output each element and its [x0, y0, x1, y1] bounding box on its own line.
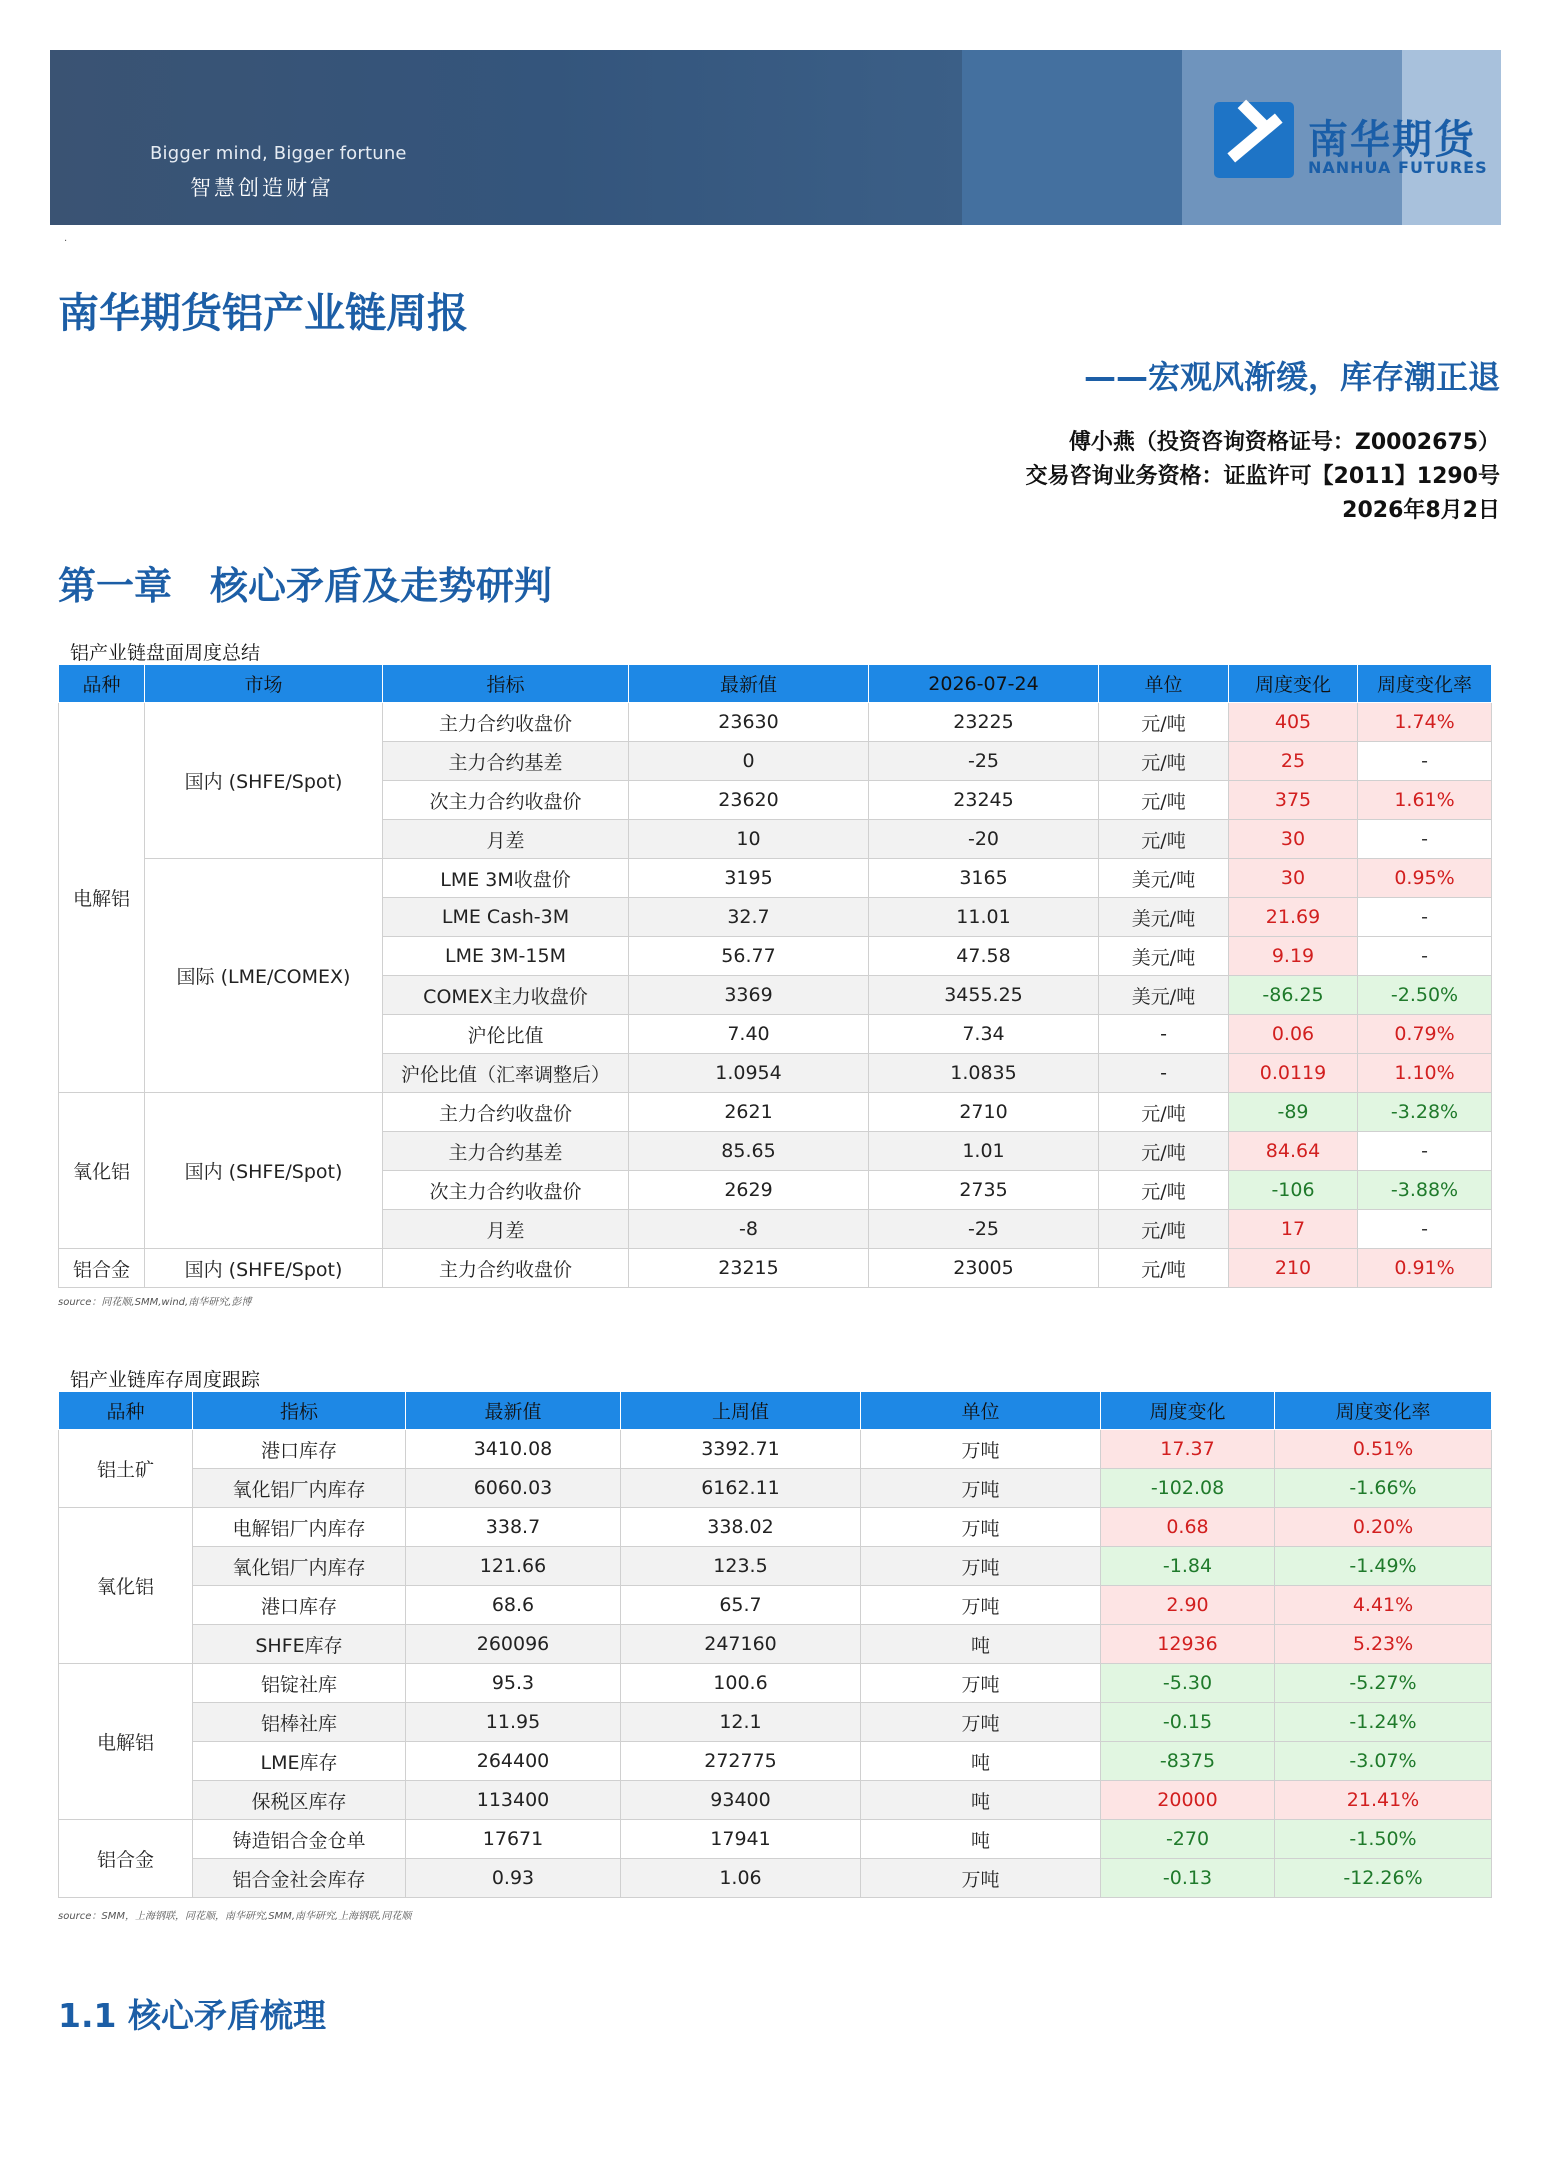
report-date: 2026年8月2日 [1342, 498, 1500, 523]
weekly-change-cell: 375 [1229, 781, 1358, 820]
author-line: 傅小燕（投资咨询资格证号：Z0002675） [1068, 430, 1500, 455]
indicator-cell: 主力合约收盘价 [383, 703, 629, 742]
weekly-change-rate-cell: - [1358, 820, 1492, 859]
unit-cell: 万吨 [861, 1430, 1101, 1469]
latest-value-cell: 2629 [629, 1171, 869, 1210]
previous-value-cell: 11.01 [869, 898, 1099, 937]
weekly-change-rate-cell: -1.50% [1275, 1820, 1492, 1859]
indicator-cell: 沪伦比值（汇率调整后） [383, 1054, 629, 1093]
table2-source: source：SMM，上海钢联，同花顺，南华研究,SMM,南华研究,上海钢联,同花顺 [58, 1911, 412, 1922]
indicator-cell: LME 3M-15M [383, 937, 629, 976]
weekly-change-rate-cell: 21.41% [1275, 1781, 1492, 1820]
column-header: 单位 [1099, 665, 1229, 703]
weekly-change-cell: 2.90 [1101, 1586, 1275, 1625]
table-row [59, 1469, 1492, 1508]
indicator-cell: 铝棒社库 [193, 1703, 406, 1742]
indicator-cell: 沪伦比值 [383, 1015, 629, 1054]
indicator-cell: 次主力合约收盘价 [383, 1171, 629, 1210]
weekly-change-rate-cell: - [1358, 1210, 1492, 1249]
weekly-change-rate-cell: 1.61% [1358, 781, 1492, 820]
table-row [59, 1820, 1492, 1859]
column-header: 最新值 [406, 1392, 621, 1430]
weekly-change-cell: -89 [1229, 1093, 1358, 1132]
previous-value-cell: 23005 [869, 1249, 1099, 1288]
previous-value-cell: -25 [869, 742, 1099, 781]
weekly-change-cell: 12936 [1101, 1625, 1275, 1664]
unit-cell: 美元/吨 [1099, 859, 1229, 898]
latest-value-cell: 121.66 [406, 1547, 621, 1586]
weekly-change-cell: 25 [1229, 742, 1358, 781]
column-header: 单位 [861, 1392, 1101, 1430]
previous-value-cell: 7.34 [869, 1015, 1099, 1054]
weekly-change-rate-cell: 0.95% [1358, 859, 1492, 898]
column-header: 市场 [145, 665, 383, 703]
unit-cell: 元/吨 [1099, 1210, 1229, 1249]
weekly-change-cell: 84.64 [1229, 1132, 1358, 1171]
latest-value-cell: 23215 [629, 1249, 869, 1288]
latest-value-cell: 113400 [406, 1781, 621, 1820]
table-row [59, 1703, 1492, 1742]
previous-value-cell: 3392.71 [621, 1430, 861, 1469]
previous-value-cell: 338.02 [621, 1508, 861, 1547]
column-header: 品种 [59, 1392, 193, 1430]
column-header: 周度变化率 [1275, 1392, 1492, 1430]
latest-value-cell: 264400 [406, 1742, 621, 1781]
latest-value-cell: 95.3 [406, 1664, 621, 1703]
header-banner [50, 50, 1501, 225]
unit-cell: 万吨 [861, 1508, 1101, 1547]
weekly-change-cell: 17.37 [1101, 1430, 1275, 1469]
latest-value-cell: 2621 [629, 1093, 869, 1132]
previous-value-cell: 17941 [621, 1820, 861, 1859]
weekly-change-rate-cell: - [1358, 1132, 1492, 1171]
weekly-change-rate-cell: - [1358, 937, 1492, 976]
weekly-change-rate-cell: 1.74% [1358, 703, 1492, 742]
weekly-change-rate-cell: 1.10% [1358, 1054, 1492, 1093]
column-header: 周度变化 [1101, 1392, 1275, 1430]
report-title: 南华期货铝产业链周报 [58, 289, 468, 337]
previous-value-cell: 6162.11 [621, 1469, 861, 1508]
unit-cell: 吨 [861, 1781, 1101, 1820]
weekly-change-rate-cell: 4.41% [1275, 1586, 1492, 1625]
indicator-cell: LME库存 [193, 1742, 406, 1781]
latest-value-cell: 260096 [406, 1625, 621, 1664]
previous-value-cell: 2710 [869, 1093, 1099, 1132]
previous-value-cell: 3165 [869, 859, 1099, 898]
indicator-cell: 氧化铝厂内库存 [193, 1469, 406, 1508]
unit-cell: 美元/吨 [1099, 898, 1229, 937]
latest-value-cell: 23630 [629, 703, 869, 742]
table-row [59, 1249, 1492, 1288]
weekly-change-rate-cell: 0.20% [1275, 1508, 1492, 1547]
weekly-change-cell: -0.15 [1101, 1703, 1275, 1742]
indicator-cell: 主力合约基差 [383, 1132, 629, 1171]
weekly-change-rate-cell: -1.66% [1275, 1469, 1492, 1508]
table1-caption: 铝产业链盘面周度总结 [70, 642, 261, 664]
previous-value-cell: 1.06 [621, 1859, 861, 1898]
indicator-cell: 氧化铝厂内库存 [193, 1547, 406, 1586]
weekly-change-rate-cell: -3.07% [1275, 1742, 1492, 1781]
latest-value-cell: 11.95 [406, 1703, 621, 1742]
column-header: 2026-07-24 [869, 665, 1099, 703]
license-line: 交易咨询业务资格：证监许可【2011】1290号 [1025, 464, 1500, 489]
weekly-change-cell: -270 [1101, 1820, 1275, 1859]
weekly-change-rate-cell: 5.23% [1275, 1625, 1492, 1664]
market-cell: 国际 (LME/COMEX) [145, 859, 383, 1093]
table-row [59, 1625, 1492, 1664]
weekly-change-cell: -106 [1229, 1171, 1358, 1210]
latest-value-cell: 3369 [629, 976, 869, 1015]
weekly-change-rate-cell: - [1358, 742, 1492, 781]
weekly-change-cell: 30 [1229, 859, 1358, 898]
chapter-title: 第一章 核心矛盾及走势研判 [58, 564, 553, 608]
bullet-dot: · [64, 236, 68, 247]
product-cell: 铝合金 [59, 1820, 193, 1898]
slogan-chinese: 智慧创造财富 [190, 176, 334, 200]
weekly-change-rate-cell: - [1358, 898, 1492, 937]
latest-value-cell: 0.93 [406, 1859, 621, 1898]
previous-value-cell: -25 [869, 1210, 1099, 1249]
section-title: 1.1 核心矛盾梳理 [58, 1996, 326, 2035]
unit-cell: 元/吨 [1099, 1132, 1229, 1171]
column-header: 品种 [59, 665, 145, 703]
market-cell: 国内 (SHFE/Spot) [145, 1249, 383, 1288]
unit-cell: 元/吨 [1099, 742, 1229, 781]
unit-cell: 元/吨 [1099, 1171, 1229, 1210]
table-row [59, 1742, 1492, 1781]
previous-value-cell: 100.6 [621, 1664, 861, 1703]
weekly-change-rate-cell: -3.28% [1358, 1093, 1492, 1132]
indicator-cell: 铝合金社会库存 [193, 1859, 406, 1898]
weekly-change-rate-cell: -2.50% [1358, 976, 1492, 1015]
unit-cell: 万吨 [861, 1859, 1101, 1898]
unit-cell: 元/吨 [1099, 781, 1229, 820]
report-subtitle: ——宏观风渐缓，库存潮正退 [1083, 358, 1500, 396]
weekly-change-cell: -8375 [1101, 1742, 1275, 1781]
indicator-cell: 保税区库存 [193, 1781, 406, 1820]
table-row [59, 859, 1492, 898]
table-row [59, 1781, 1492, 1820]
column-header: 指标 [193, 1392, 406, 1430]
table-row [59, 1547, 1492, 1586]
indicator-cell: 电解铝厂内库存 [193, 1508, 406, 1547]
table1-source: source：同花顺,SMM,wind,南华研究,彭博 [58, 1297, 252, 1308]
previous-value-cell: 12.1 [621, 1703, 861, 1742]
weekly-change-cell: 21.69 [1229, 898, 1358, 937]
indicator-cell: LME Cash-3M [383, 898, 629, 937]
indicator-cell: 港口库存 [193, 1586, 406, 1625]
weekly-change-cell: -1.84 [1101, 1547, 1275, 1586]
latest-value-cell: 23620 [629, 781, 869, 820]
unit-cell: 万吨 [861, 1586, 1101, 1625]
product-cell: 电解铝 [59, 703, 145, 1093]
latest-value-cell: 32.7 [629, 898, 869, 937]
weekly-change-cell: 210 [1229, 1249, 1358, 1288]
indicator-cell: 月差 [383, 820, 629, 859]
latest-value-cell: 56.77 [629, 937, 869, 976]
futures-summary-table [58, 664, 1492, 1288]
latest-value-cell: 338.7 [406, 1508, 621, 1547]
weekly-change-cell: 20000 [1101, 1781, 1275, 1820]
previous-value-cell: 93400 [621, 1781, 861, 1820]
indicator-cell: LME 3M收盘价 [383, 859, 629, 898]
logo-text-cn: 南华期货 [1308, 117, 1476, 163]
weekly-change-rate-cell: 0.91% [1358, 1249, 1492, 1288]
weekly-change-cell: 17 [1229, 1210, 1358, 1249]
weekly-change-cell: -86.25 [1229, 976, 1358, 1015]
table-row [59, 1586, 1492, 1625]
previous-value-cell: 23245 [869, 781, 1099, 820]
unit-cell: - [1099, 1054, 1229, 1093]
latest-value-cell: 68.6 [406, 1586, 621, 1625]
latest-value-cell: 3195 [629, 859, 869, 898]
previous-value-cell: 247160 [621, 1625, 861, 1664]
column-header: 周度变化 [1229, 665, 1358, 703]
table-row [59, 1508, 1492, 1547]
market-cell: 国内 (SHFE/Spot) [145, 703, 383, 859]
unit-cell: 美元/吨 [1099, 937, 1229, 976]
unit-cell: - [1099, 1015, 1229, 1054]
weekly-change-cell: 0.0119 [1229, 1054, 1358, 1093]
weekly-change-rate-cell: 0.51% [1275, 1430, 1492, 1469]
latest-value-cell: 0 [629, 742, 869, 781]
weekly-change-cell: -102.08 [1101, 1469, 1275, 1508]
latest-value-cell: 6060.03 [406, 1469, 621, 1508]
weekly-change-cell: 0.06 [1229, 1015, 1358, 1054]
column-header: 上周值 [621, 1392, 861, 1430]
weekly-change-cell: 30 [1229, 820, 1358, 859]
indicator-cell: SHFE库存 [193, 1625, 406, 1664]
weekly-change-cell: 405 [1229, 703, 1358, 742]
weekly-change-cell: 0.68 [1101, 1508, 1275, 1547]
unit-cell: 吨 [861, 1742, 1101, 1781]
unit-cell: 元/吨 [1099, 703, 1229, 742]
weekly-change-rate-cell: -3.88% [1358, 1171, 1492, 1210]
indicator-cell: 次主力合约收盘价 [383, 781, 629, 820]
previous-value-cell: 1.01 [869, 1132, 1099, 1171]
latest-value-cell: 85.65 [629, 1132, 869, 1171]
table2-caption: 铝产业链库存周度跟踪 [70, 1369, 261, 1391]
latest-value-cell: 7.40 [629, 1015, 869, 1054]
previous-value-cell: 123.5 [621, 1547, 861, 1586]
unit-cell: 元/吨 [1099, 1249, 1229, 1288]
table-row [59, 1093, 1492, 1132]
weekly-change-rate-cell: -12.26% [1275, 1859, 1492, 1898]
unit-cell: 万吨 [861, 1664, 1101, 1703]
column-header: 周度变化率 [1358, 665, 1492, 703]
previous-value-cell: 272775 [621, 1742, 861, 1781]
indicator-cell: 主力合约基差 [383, 742, 629, 781]
latest-value-cell: -8 [629, 1210, 869, 1249]
unit-cell: 元/吨 [1099, 820, 1229, 859]
unit-cell: 元/吨 [1099, 1093, 1229, 1132]
previous-value-cell: 3455.25 [869, 976, 1099, 1015]
nanhua-logo-icon [1214, 102, 1294, 178]
unit-cell: 美元/吨 [1099, 976, 1229, 1015]
previous-value-cell: 65.7 [621, 1586, 861, 1625]
table-row [59, 1430, 1492, 1469]
weekly-change-rate-cell: -1.24% [1275, 1703, 1492, 1742]
weekly-change-cell: -0.13 [1101, 1859, 1275, 1898]
column-header: 最新值 [629, 665, 869, 703]
previous-value-cell: -20 [869, 820, 1099, 859]
weekly-change-rate-cell: 0.79% [1358, 1015, 1492, 1054]
inventory-tracking-table [58, 1391, 1492, 1898]
table-row [59, 703, 1492, 742]
latest-value-cell: 10 [629, 820, 869, 859]
weekly-change-rate-cell: -5.27% [1275, 1664, 1492, 1703]
indicator-cell: 铸造铝合金仓单 [193, 1820, 406, 1859]
unit-cell: 万吨 [861, 1547, 1101, 1586]
unit-cell: 万吨 [861, 1703, 1101, 1742]
weekly-change-rate-cell: -1.49% [1275, 1547, 1492, 1586]
indicator-cell: 主力合约收盘价 [383, 1249, 629, 1288]
product-cell: 氧化铝 [59, 1093, 145, 1249]
indicator-cell: 主力合约收盘价 [383, 1093, 629, 1132]
product-cell: 铝土矿 [59, 1430, 193, 1508]
product-cell: 铝合金 [59, 1249, 145, 1288]
table-row [59, 1664, 1492, 1703]
previous-value-cell: 2735 [869, 1171, 1099, 1210]
slogan-english: Bigger mind, Bigger fortune [150, 143, 407, 164]
unit-cell: 吨 [861, 1820, 1101, 1859]
indicator-cell: COMEX主力收盘价 [383, 976, 629, 1015]
weekly-change-cell: -5.30 [1101, 1664, 1275, 1703]
weekly-change-cell: 9.19 [1229, 937, 1358, 976]
unit-cell: 吨 [861, 1625, 1101, 1664]
latest-value-cell: 17671 [406, 1820, 621, 1859]
product-cell: 氧化铝 [59, 1508, 193, 1664]
table-row [59, 1859, 1492, 1898]
logo-text-en: NANHUA FUTURES [1308, 158, 1488, 177]
product-cell: 电解铝 [59, 1664, 193, 1820]
previous-value-cell: 23225 [869, 703, 1099, 742]
latest-value-cell: 1.0954 [629, 1054, 869, 1093]
latest-value-cell: 3410.08 [406, 1430, 621, 1469]
previous-value-cell: 1.0835 [869, 1054, 1099, 1093]
previous-value-cell: 47.58 [869, 937, 1099, 976]
indicator-cell: 港口库存 [193, 1430, 406, 1469]
unit-cell: 万吨 [861, 1469, 1101, 1508]
column-header: 指标 [383, 665, 629, 703]
indicator-cell: 月差 [383, 1210, 629, 1249]
indicator-cell: 铝锭社库 [193, 1664, 406, 1703]
market-cell: 国内 (SHFE/Spot) [145, 1093, 383, 1249]
